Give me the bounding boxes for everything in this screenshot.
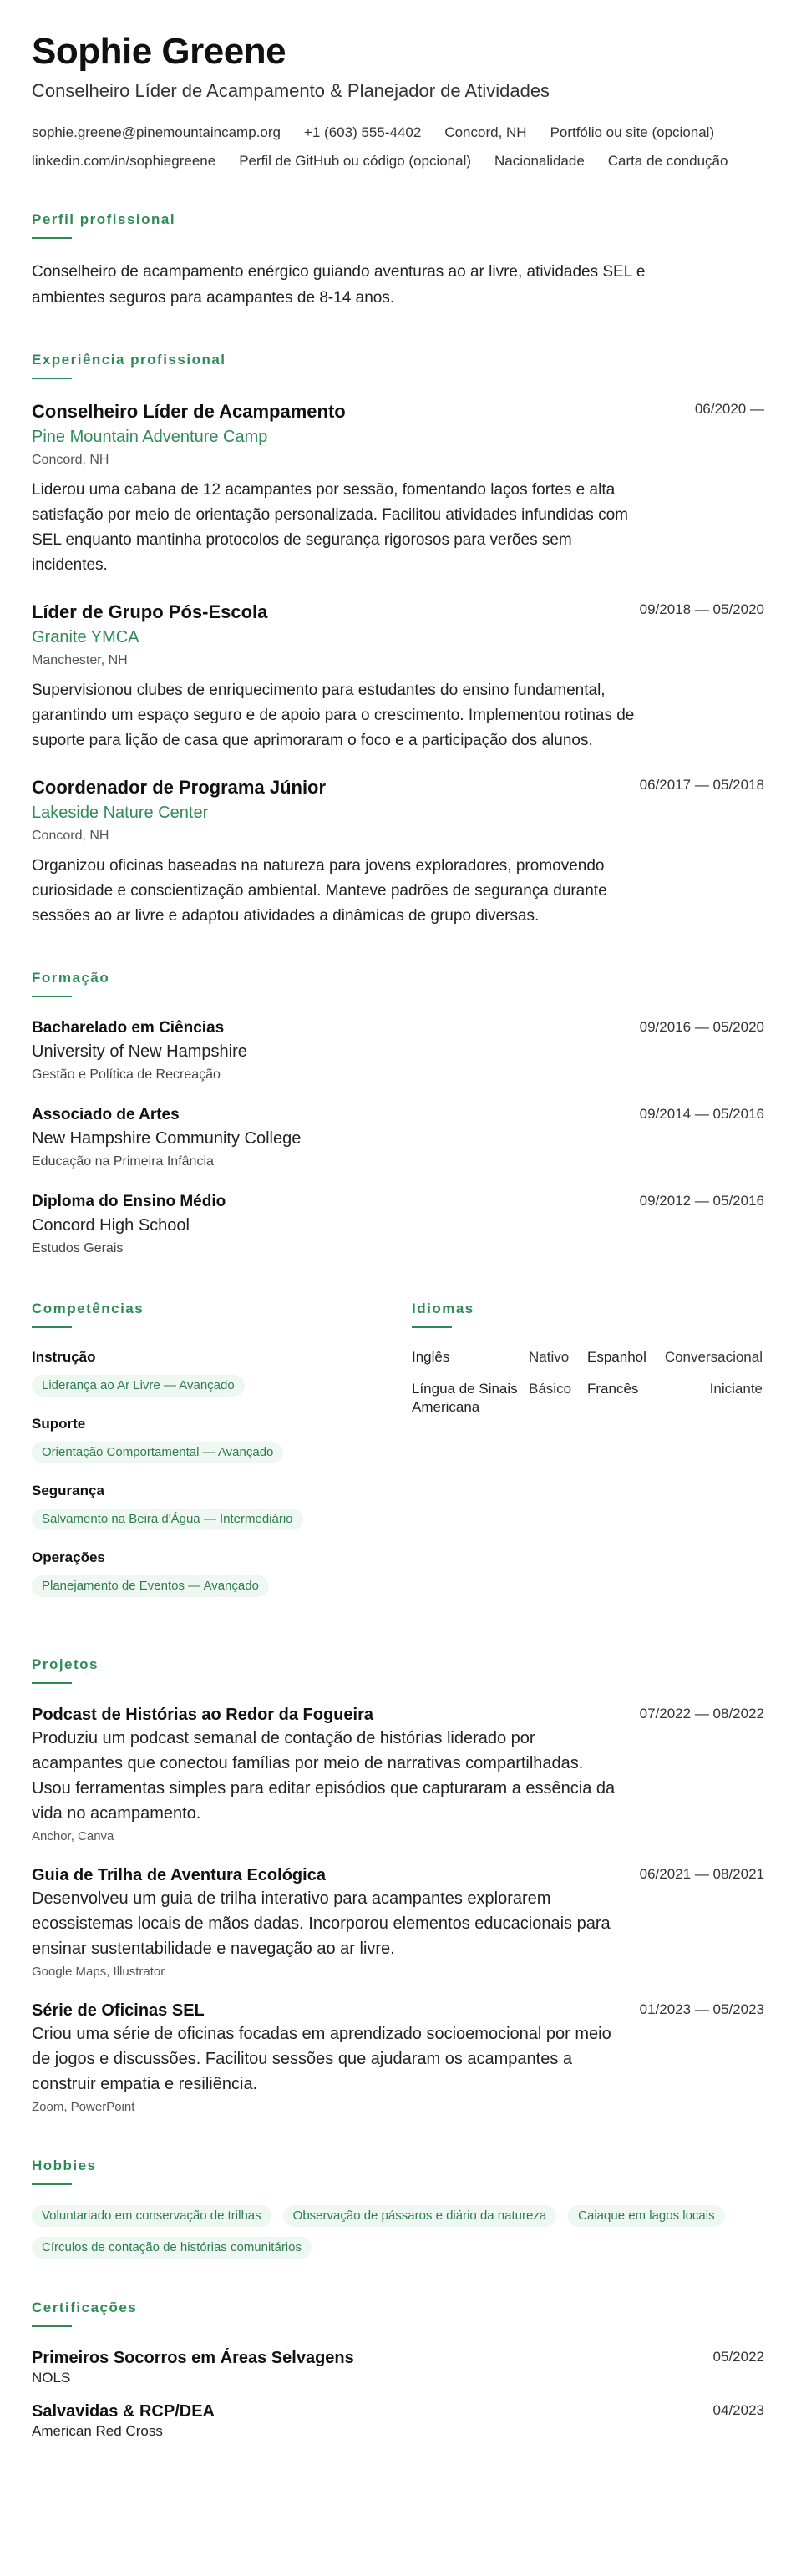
- skill-pill: Liderança ao Ar Livre — Avançado: [32, 1375, 245, 1397]
- hobby-pill: Observação de pássaros e diário da natureza: [283, 2205, 557, 2227]
- candidate-name: Sophie Greene: [32, 31, 286, 72]
- field-of-study: Gestão e Política de Recreação: [32, 1067, 221, 1082]
- language-row: [412, 1380, 763, 1430]
- language-level: Conversacional: [664, 1349, 763, 1365]
- school-name: University of New Hampshire: [32, 1042, 247, 1061]
- project-date: 07/2022 — 08/2022: [639, 1706, 764, 1722]
- skill-category: Suporte: [32, 1416, 86, 1432]
- section-title-languages: Idiomas: [412, 1301, 474, 1316]
- skill-group: [32, 1549, 412, 1597]
- section-title-hobbies: Hobbies: [32, 2158, 97, 2173]
- project-title: Guia de Trilha de Aventura Ecológica: [32, 1866, 326, 1884]
- certification-name: Salvavidas & RCP/DEA: [32, 2402, 215, 2421]
- education-date: 09/2012 — 05/2016: [639, 1193, 764, 1209]
- experience-entry: [32, 775, 764, 929]
- degree-name: Bacharelado em Ciências: [32, 1019, 225, 1037]
- languages-section: [412, 1300, 763, 1615]
- language-name: Espanhol: [587, 1349, 646, 1365]
- certification-date: 04/2023: [712, 2402, 764, 2418]
- section-divider: [32, 996, 72, 997]
- section-divider: [32, 378, 72, 379]
- job-description: Organizou oficinas baseadas na natureza para jovens exploradores, promovendo curiosidade e conscientização ambiental. Manteve padrões de segurança durante sessões ao ar livre e adaptou atividades a dinâmicas de grupo diversas.: [32, 857, 607, 925]
- certifications-section: [32, 2299, 764, 2441]
- section-title-profile: Perfil profissional: [32, 211, 176, 227]
- certification-issuer: NOLS: [32, 2370, 71, 2386]
- education-entry: [32, 1017, 764, 1086]
- job-location: Manchester, NH: [32, 653, 128, 667]
- project-description: Produziu um podcast semanal de contação de histórias liderado por acampantes que conectou famílias por meio de narrativas compartilhadas. Usou ferramentas simples para editar episódios que capturaram a essência da vida no acampamento.: [32, 1729, 616, 1823]
- project-title: Série de Oficinas SEL: [32, 2001, 205, 2020]
- contact-github[interactable]: Perfil de GitHub ou código (opcional): [239, 153, 472, 169]
- skill-group: [32, 1415, 412, 1463]
- language-row: [412, 1348, 763, 1380]
- language-level: Iniciante: [709, 1381, 763, 1397]
- education-date: 09/2014 — 05/2016: [639, 1106, 764, 1122]
- contact-portfolio[interactable]: Portfólio ou site (opcional): [550, 124, 715, 140]
- project-title: Podcast de Histórias ao Redor da Fogueira: [32, 1706, 373, 1724]
- contact-email[interactable]: sophie.greene@pinemountaincamp.org: [32, 124, 281, 140]
- experience-entry: [32, 399, 764, 578]
- project-tools: Google Maps, Illustrator: [32, 1965, 165, 1979]
- certification-entry: [32, 2401, 764, 2441]
- project-tools: Anchor, Canva: [32, 1829, 114, 1843]
- skill-pill: Salvamento na Beira d'Água — Intermediário: [32, 1509, 303, 1530]
- language-level: Básico: [529, 1381, 572, 1397]
- hobby-pill: Voluntariado em conservação de trilhas: [32, 2205, 271, 2227]
- experience-section: [32, 351, 764, 929]
- experience-entry: [32, 600, 764, 753]
- education-section: [32, 969, 764, 1260]
- hobby-pill: Círculos de contação de histórias comunitários: [32, 2237, 312, 2259]
- job-description: Liderou uma cabana de 12 acampantes por sessão, fomentando laços fortes e alta satisfação por meio de orientação personalizada. Facilitou atividades infundidas com SEL enquanto mantinha protocolos de segurança rigorosos para verões sem incidentes.: [32, 481, 628, 574]
- projects-section: [32, 1656, 764, 2117]
- experience-date: 06/2017 — 05/2018: [639, 777, 764, 793]
- job-title: Líder de Grupo Pós-Escola: [32, 601, 268, 622]
- language-name: Língua de Sinais Americana: [412, 1381, 518, 1415]
- project-tools: Zoom, PowerPoint: [32, 2100, 135, 2114]
- education-date: 09/2016 — 05/2020: [639, 1019, 764, 1035]
- skill-category: Operações: [32, 1549, 105, 1565]
- job-location: Concord, NH: [32, 829, 109, 843]
- section-title-education: Formação: [32, 970, 110, 986]
- contact-info: [32, 124, 767, 170]
- certification-name: Primeiros Socorros em Áreas Selvagens: [32, 2349, 354, 2367]
- project-description: Desenvolveu um guia de trilha interativo para acampantes explorarem ecossistemas locais de mãos dadas. Incorporou elementos educacionais para ensinar sustentabilidade e navegação ao ar livre.: [32, 1889, 611, 1958]
- contact-nationality: Nacionalidade: [494, 153, 585, 169]
- language-name: Inglês: [412, 1349, 450, 1365]
- experience-date: 09/2018 — 05/2020: [639, 601, 764, 617]
- language-level: Nativo: [529, 1349, 570, 1365]
- skill-pill: Orientação Comportamental — Avançado: [32, 1442, 283, 1463]
- school-name: Concord High School: [32, 1216, 190, 1235]
- resume-header: [32, 30, 764, 170]
- section-title-skills: Competências: [32, 1301, 144, 1316]
- section-title-projects: Projetos: [32, 1656, 99, 1672]
- languages-table: [412, 1348, 763, 1430]
- section-divider: [32, 237, 72, 239]
- profile-summary: Conselheiro de acampamento enérgico guiando aventuras ao ar livre, atividades SEL e ambientes seguros para acampantes de 8-14 anos.: [32, 263, 646, 307]
- school-name: New Hampshire Community College: [32, 1129, 302, 1148]
- skills-section: [32, 1300, 412, 1615]
- project-description: Criou uma série de oficinas focadas em aprendizado socioemocional por meio de jogos e discussões. Facilitou sessões que ajudaram os acampantes a construir empatia e resiliência.: [32, 2025, 611, 2093]
- section-divider: [32, 2325, 72, 2327]
- skills-languages-row: [32, 1300, 764, 1615]
- skill-group: [32, 1348, 412, 1397]
- field-of-study: Educação na Primeira Infância: [32, 1154, 214, 1169]
- degree-name: Associado de Artes: [32, 1106, 180, 1123]
- certification-date: 05/2022: [712, 2349, 764, 2365]
- project-entry: [32, 1704, 764, 1846]
- contact-linkedin[interactable]: linkedin.com/in/sophiegreene: [32, 153, 216, 169]
- skill-category: Instrução: [32, 1349, 96, 1365]
- contact-phone[interactable]: +1 (603) 555-4402: [303, 124, 422, 140]
- skill-group: [32, 1482, 412, 1530]
- section-title-experience: Experiência profissional: [32, 352, 226, 368]
- hobbies-list: [32, 2205, 767, 2259]
- section-divider: [32, 1326, 72, 1328]
- experience-date: 06/2020 —: [694, 401, 764, 417]
- hobbies-section: [32, 2157, 764, 2259]
- job-title: Coordenador de Programa Júnior: [32, 777, 327, 798]
- project-date: 06/2021 — 08/2021: [639, 1866, 764, 1882]
- hobby-pill: Caiaque em lagos locais: [568, 2205, 724, 2227]
- job-title: Conselheiro Líder de Acampamento: [32, 401, 346, 422]
- education-entry: [32, 1104, 764, 1173]
- job-description: Supervisionou clubes de enriquecimento para estudantes do ensino fundamental, garantindo um espaço seguro e de apoio para o crescimento. Implementou rotinas de suporte para lição de casa que aprimoraram o foco e a participação dos alunos.: [32, 682, 635, 749]
- section-divider: [32, 1682, 72, 1684]
- company-name: Lakeside Nature Center: [32, 804, 209, 822]
- certification-entry: [32, 2347, 764, 2387]
- project-entry: [32, 1864, 764, 1981]
- profile-section: [32, 210, 764, 311]
- skill-category: Segurança: [32, 1483, 104, 1498]
- project-entry: [32, 2000, 764, 2117]
- skill-pill: Planejamento de Eventos — Avançado: [32, 1575, 269, 1597]
- section-divider: [32, 2183, 72, 2185]
- section-divider: [412, 1326, 452, 1328]
- company-name: Pine Mountain Adventure Camp: [32, 428, 268, 446]
- project-date: 01/2023 — 05/2023: [639, 2001, 764, 2017]
- candidate-headline: Conselheiro Líder de Acampamento & Planejador de Atividades: [32, 80, 550, 101]
- language-name: Francês: [587, 1381, 639, 1397]
- job-location: Concord, NH: [32, 453, 109, 467]
- company-name: Granite YMCA: [32, 628, 139, 647]
- certification-issuer: American Red Cross: [32, 2423, 163, 2439]
- degree-name: Diploma do Ensino Médio: [32, 1193, 226, 1210]
- contact-drivers-license: Carta de condução: [607, 153, 728, 169]
- field-of-study: Estudos Gerais: [32, 1241, 124, 1255]
- section-title-certifications: Certificações: [32, 2300, 138, 2315]
- contact-location: Concord, NH: [444, 124, 527, 140]
- education-entry: [32, 1191, 764, 1260]
